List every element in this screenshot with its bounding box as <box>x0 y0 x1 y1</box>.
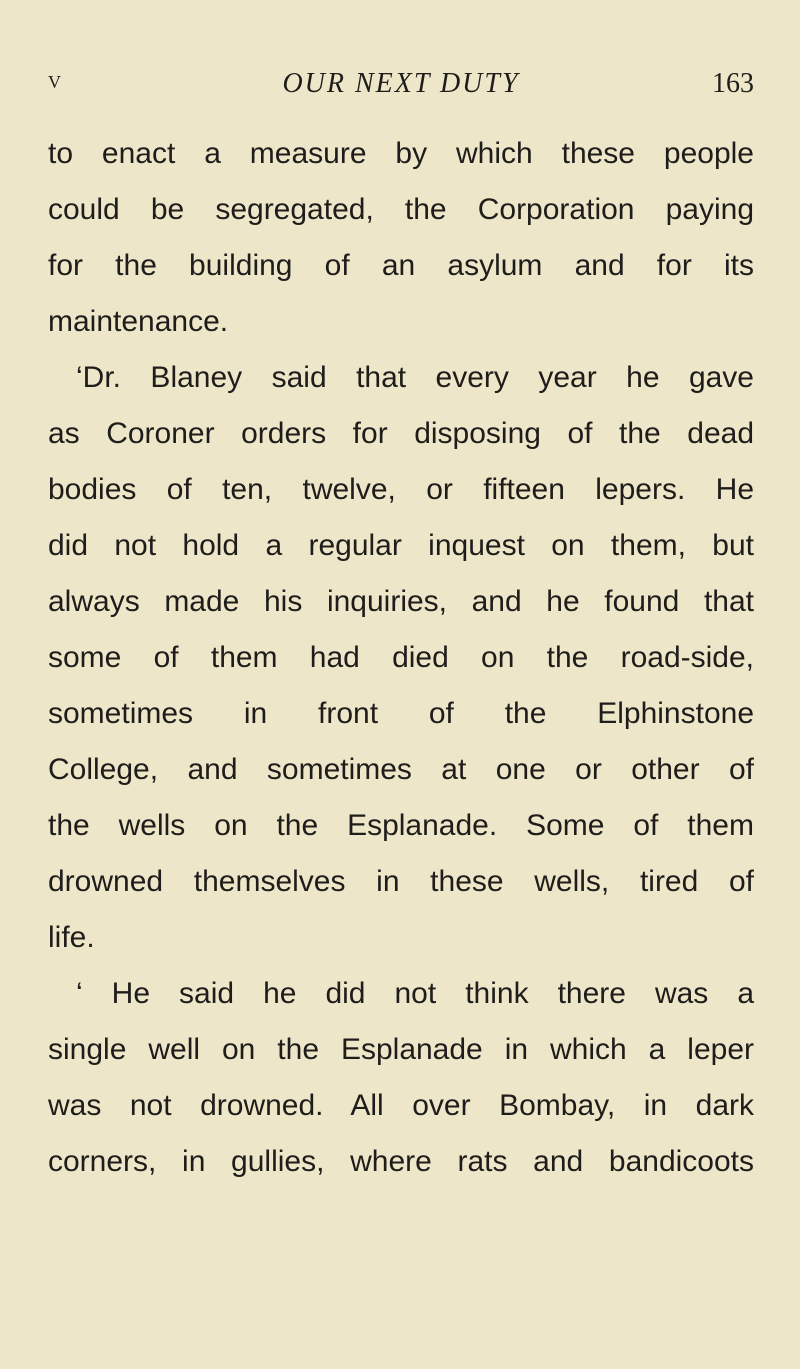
text-line: as Coroner orders for disposing of the dead <box>48 417 754 450</box>
text-line: some of them had died on the road-side, <box>48 641 754 674</box>
page-number: 163 <box>712 68 754 99</box>
text-line: to enact a measure by which these people <box>48 137 754 170</box>
text-line: bodies of ten, twelve, or fifteen lepers. He <box>48 473 754 506</box>
text-line: sometimes in front of the Elphinstone <box>48 697 754 730</box>
text-line: could be segregated, the Corporation paying <box>48 193 754 226</box>
text-line: for the building of an asylum and for its <box>48 249 754 282</box>
text-line: ‘Dr. Blaney said that every year he gave <box>76 361 754 394</box>
text-line: always made his inquiries, and he found that <box>48 585 754 618</box>
text-line: did not hold a regular inquest on them, but <box>48 529 754 562</box>
text-line: drowned themselves in these wells, tired of <box>48 865 754 898</box>
text-line: maintenance. <box>48 305 229 338</box>
running-title: OUR NEXT DUTY <box>282 68 520 99</box>
text-line: ‘ He said he did not think there was a <box>76 977 754 1010</box>
section-numeral: V <box>48 72 62 92</box>
body-text <box>48 126 754 1190</box>
text-line: was not drowned. All over Bombay, in dark <box>48 1089 754 1122</box>
running-head <box>48 68 754 108</box>
text-line: the wells on the Esplanade. Some of them <box>48 809 754 842</box>
text-line: life. <box>48 921 95 954</box>
text-line: corners, in gullies, where rats and bandicoots <box>48 1145 754 1178</box>
text-line: College, and sometimes at one or other of <box>48 753 754 786</box>
text-line: single well on the Esplanade in which a leper <box>48 1033 754 1066</box>
